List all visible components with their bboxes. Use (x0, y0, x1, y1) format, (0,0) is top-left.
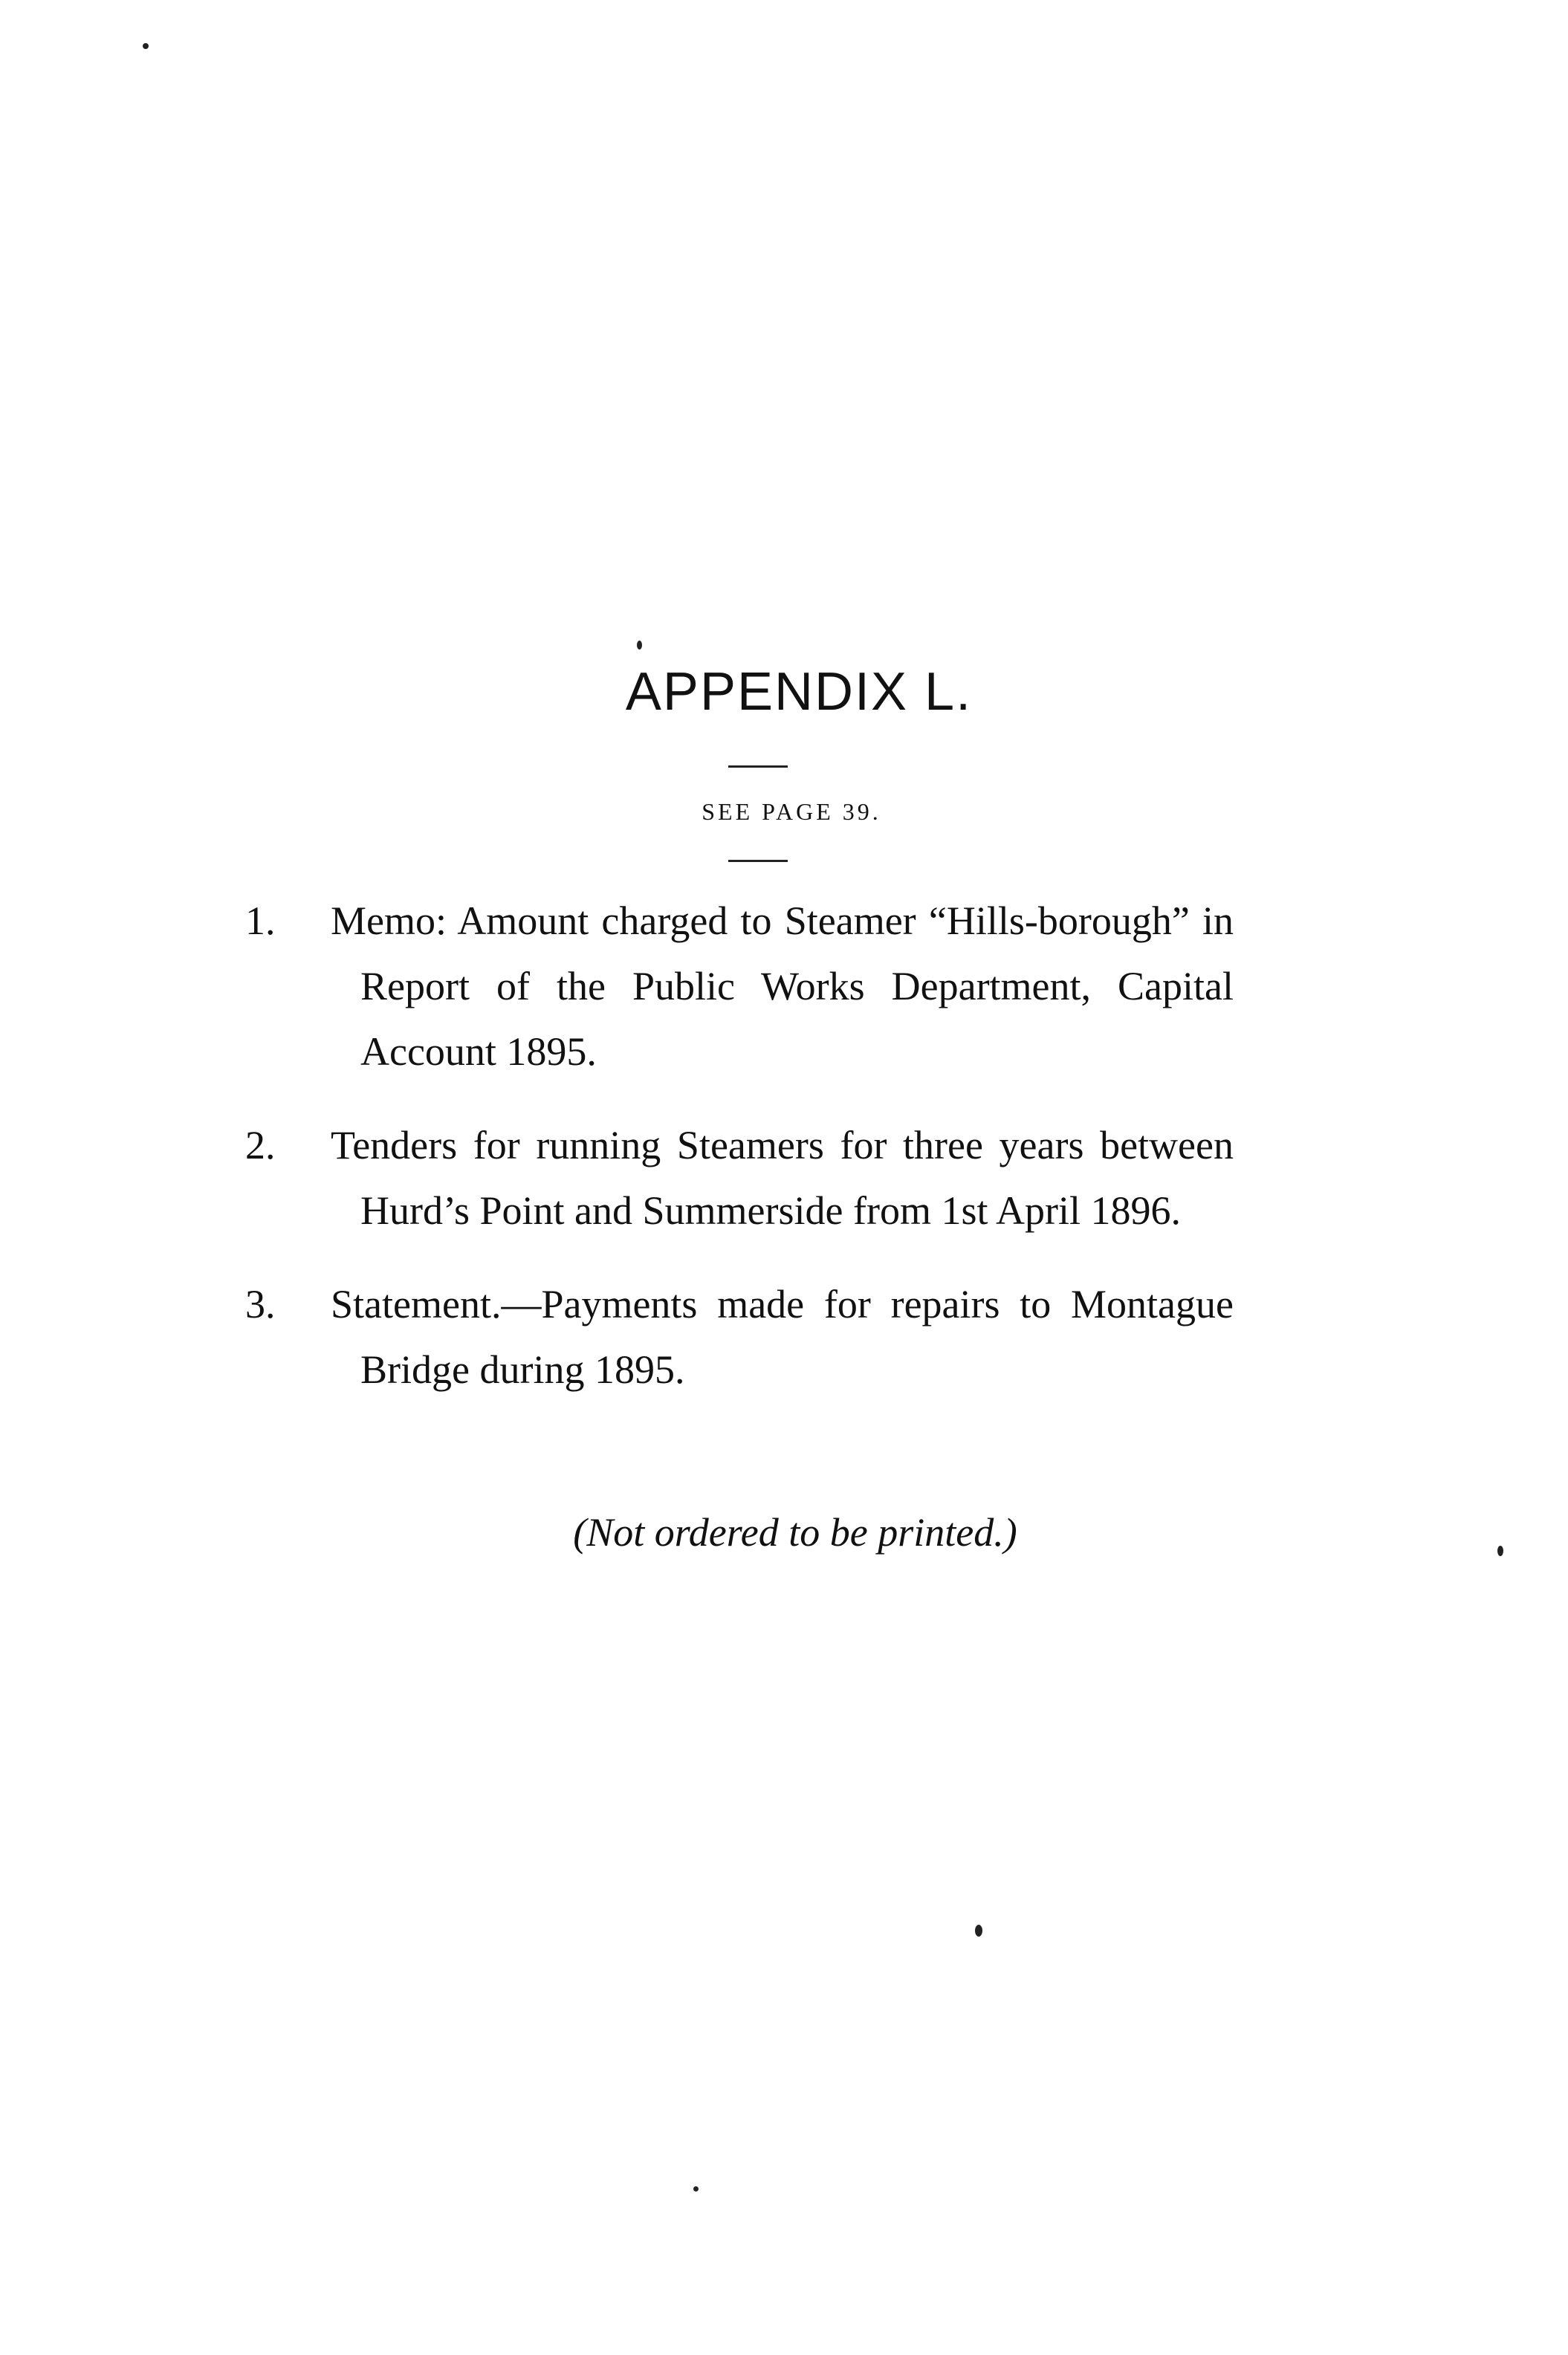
item-number: 3. (245, 1282, 276, 1326)
list-item (245, 1112, 1234, 1243)
scan-speck (143, 43, 149, 49)
print-note: (Not ordered to be printed.) (573, 1510, 1017, 1555)
title-divider-top (728, 765, 788, 768)
item-text: Memo: Amount charged to Steamer “Hills-borough” in Report of the Public Works Department, Capital Account 1895. (331, 898, 1234, 1074)
scan-speck (975, 1925, 982, 1937)
item-number: 1. (245, 898, 276, 943)
scan-speck (693, 2186, 699, 2192)
appendix-items-list (245, 888, 1234, 1431)
scan-speck (637, 641, 642, 650)
see-page-reference: SEE PAGE 39. (702, 798, 881, 825)
item-text: Tenders for running Steamers for three years between Hurd’s Point and Summerside from 1st April 1896. (331, 1123, 1234, 1233)
title-divider-bottom (728, 860, 788, 862)
item-number: 2. (245, 1123, 276, 1167)
item-text: Statement.—Payments made for repairs to Montague Bridge during 1895. (331, 1282, 1234, 1392)
list-item (245, 1272, 1234, 1402)
appendix-title: APPENDIX L. (625, 662, 973, 722)
list-item (245, 888, 1234, 1084)
scan-speck (1497, 1546, 1503, 1556)
